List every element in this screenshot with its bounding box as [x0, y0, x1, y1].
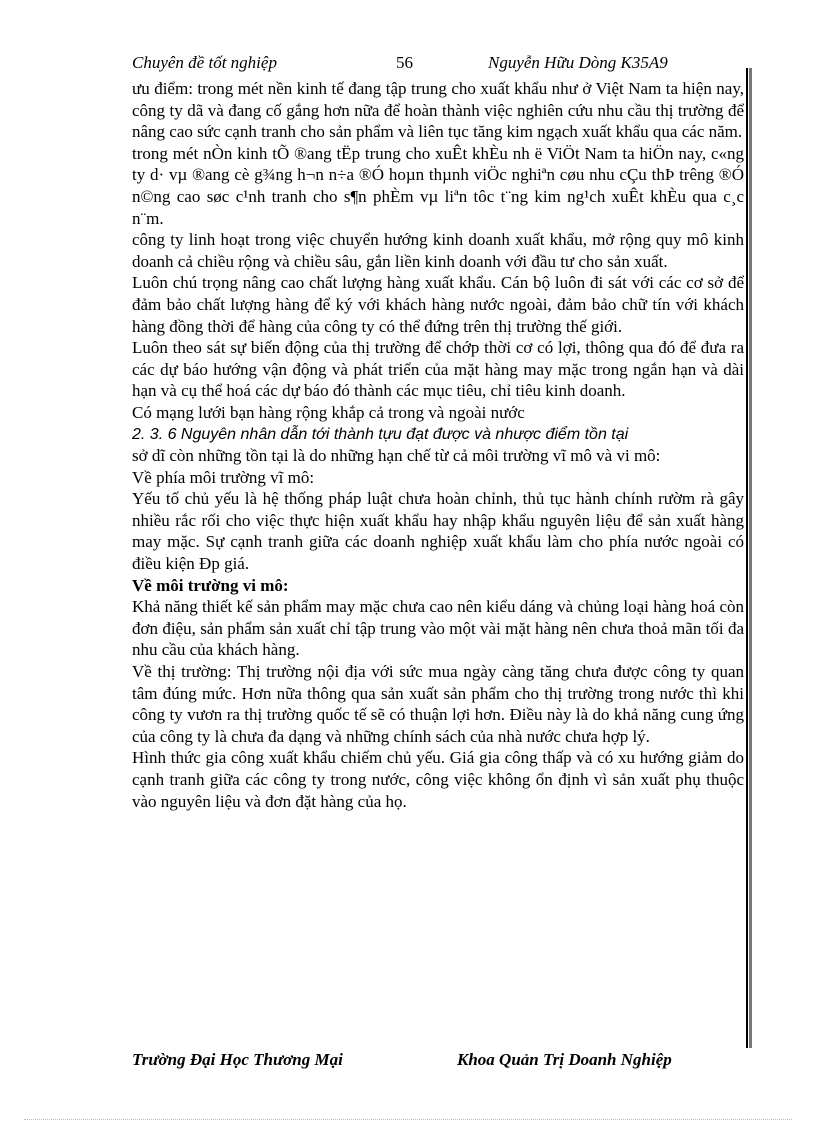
- page-bottom-divider: [24, 1119, 792, 1120]
- paragraph-partner-network: Có mạng lưới bạn hàng rộng khắp cả trong và ngoài nước: [132, 402, 525, 422]
- header-document-title: Chuyên đề tốt nghiệp: [132, 53, 277, 72]
- paragraph-market-tracking: Luôn theo sát sự biến động của thị trường để chớp thời cơ có lợi, thông qua đó để đưa ra các dự báo hướng vận động và phát triển của mặt hàng may mặc trong ngắn hạn và dài hạn và cụ thể hoá các dự báo đó thành các mục tiêu, chỉ tiêu kinh doanh.: [132, 338, 744, 401]
- paragraph-macro-heading: Về phía môi trường vĩ mô:: [132, 467, 315, 487]
- paragraph-quality-focus: Luôn chú trọng nâng cao chất lượng hàng xuất khẩu. Cán bộ luôn đi sát với các cơ sở để đảm bảo chất lượng hàng để ký với khách hàng nước ngoài, đảm bảo chữ tín với khách hàng đồng thời để hàng của công ty có thể đứng trên thị trường thế giới.: [132, 273, 744, 336]
- page-header: [132, 53, 702, 77]
- paragraph-flexible-business: công ty linh hoạt trong việc chuyển hướng kinh doanh xuất khẩu, mở rộng quy mô kinh doanh cả chiều rộng và chiều sâu, gắn liền kinh doanh với đầu tư cho sản xuất.: [132, 230, 744, 271]
- page-border-shadow: [749, 68, 752, 1048]
- heading-micro-environment: Về môi trường vi mô:: [132, 575, 289, 595]
- section-heading-causes: 2. 3. 6 Nguyên nhân dẫn tới thành tựu đạt được và nhược điểm tồn tại: [132, 425, 629, 443]
- paragraph-outsourcing: Hình thức gia công xuất khẩu chiếm chủ yếu. Giá gia công thấp và có xu hướng giảm do cạnh tranh giữa các công ty trong nước, công việc không ổn định vì sản xuất phụ thuộc vào nguyên liệu và đơn đặt hàng của họ.: [132, 748, 744, 811]
- paragraph-garbled-encoding: trong mét nÒn kinh tÕ ®ang tËp trung cho xuÊt khÈu nh ë ViÖt Nam ta hiÖn nay, c«ng ty d· vµ ®ang cè g¾ng h¬n n÷a ®Ó hoµn thµnh viÖc nghiªn cøu nhu cÇu thÞ trêng ®Ó n©ng cao søc c¹nh tranh cho s¶n phÈm vµ liªn tôc t¨ng kim ng¹ch xuÊt khÈu qua c¸c n¨m.: [132, 143, 744, 228]
- page-footer: [132, 1050, 732, 1074]
- paragraph-domestic-market: Về thị trường: Thị trường nội địa với sức mua ngày càng tăng chưa được công ty quan tâm đúng mức. Hơn nữa thông qua sản xuất sản phẩm cho thị trường trong nước thì khi công ty vươn ra thị trường quốc tế sẽ có thuận lợi hơn. Điều này là do khả năng cung ứng của công ty là chưa đa dạng và những chính sách của nhà nước chưa hợp lý.: [132, 662, 744, 746]
- paragraph-advantages-intro: ưu điểm: trong mét nền kinh tế đang tập trung cho xuất khẩu như ở Việt Nam ta hiện nay, công ty dã và đang cố gắng hơn nữa để hoàn thành việc nghiên cứu nhu cầu thị trường để nâng cao sức cạnh tranh cho sản phẩm và liên tục tăng kim ngạch xuất khẩu qua các năm.: [132, 79, 744, 142]
- page-border-right: [746, 68, 748, 1048]
- footer-faculty: Khoa Quản Trị Doanh Nghiệp: [457, 1050, 672, 1069]
- page-body: [132, 78, 744, 812]
- paragraph-design-capability: Khả năng thiết kế sản phẩm may mặc chưa cao nên kiểu dáng và chủng loại hàng hoá còn đơn điệu, sản phẩm sản xuất chỉ tập trung vào một vài mặt hàng nên chưa thoả mãn tối đa nhu cầu của khách hàng.: [132, 597, 744, 660]
- header-page-number: 56: [396, 53, 413, 72]
- header-author: Nguyễn Hữu Dòng K35A9: [488, 53, 668, 72]
- paragraph-limitations-intro: sở dĩ còn những tồn tại là do những hạn chế từ cả môi trường vĩ mô và vi mô:: [132, 446, 661, 466]
- footer-university: Trường Đại Học Thương Mại: [132, 1050, 343, 1069]
- paragraph-macro-factors: Yếu tố chủ yếu là hệ thống pháp luật chưa hoàn chỉnh, thủ tục hành chính rườm rà gây nhiều rắc rối cho việc thực hiện xuất khẩu hay nhập khẩu nguyên liệu để sản xuất hàng may mặc. Sự cạnh tranh giữa các doanh nghiệp xuất khẩu làm cho phía nước ngoài có điều kiện Ðp giá.: [132, 489, 744, 574]
